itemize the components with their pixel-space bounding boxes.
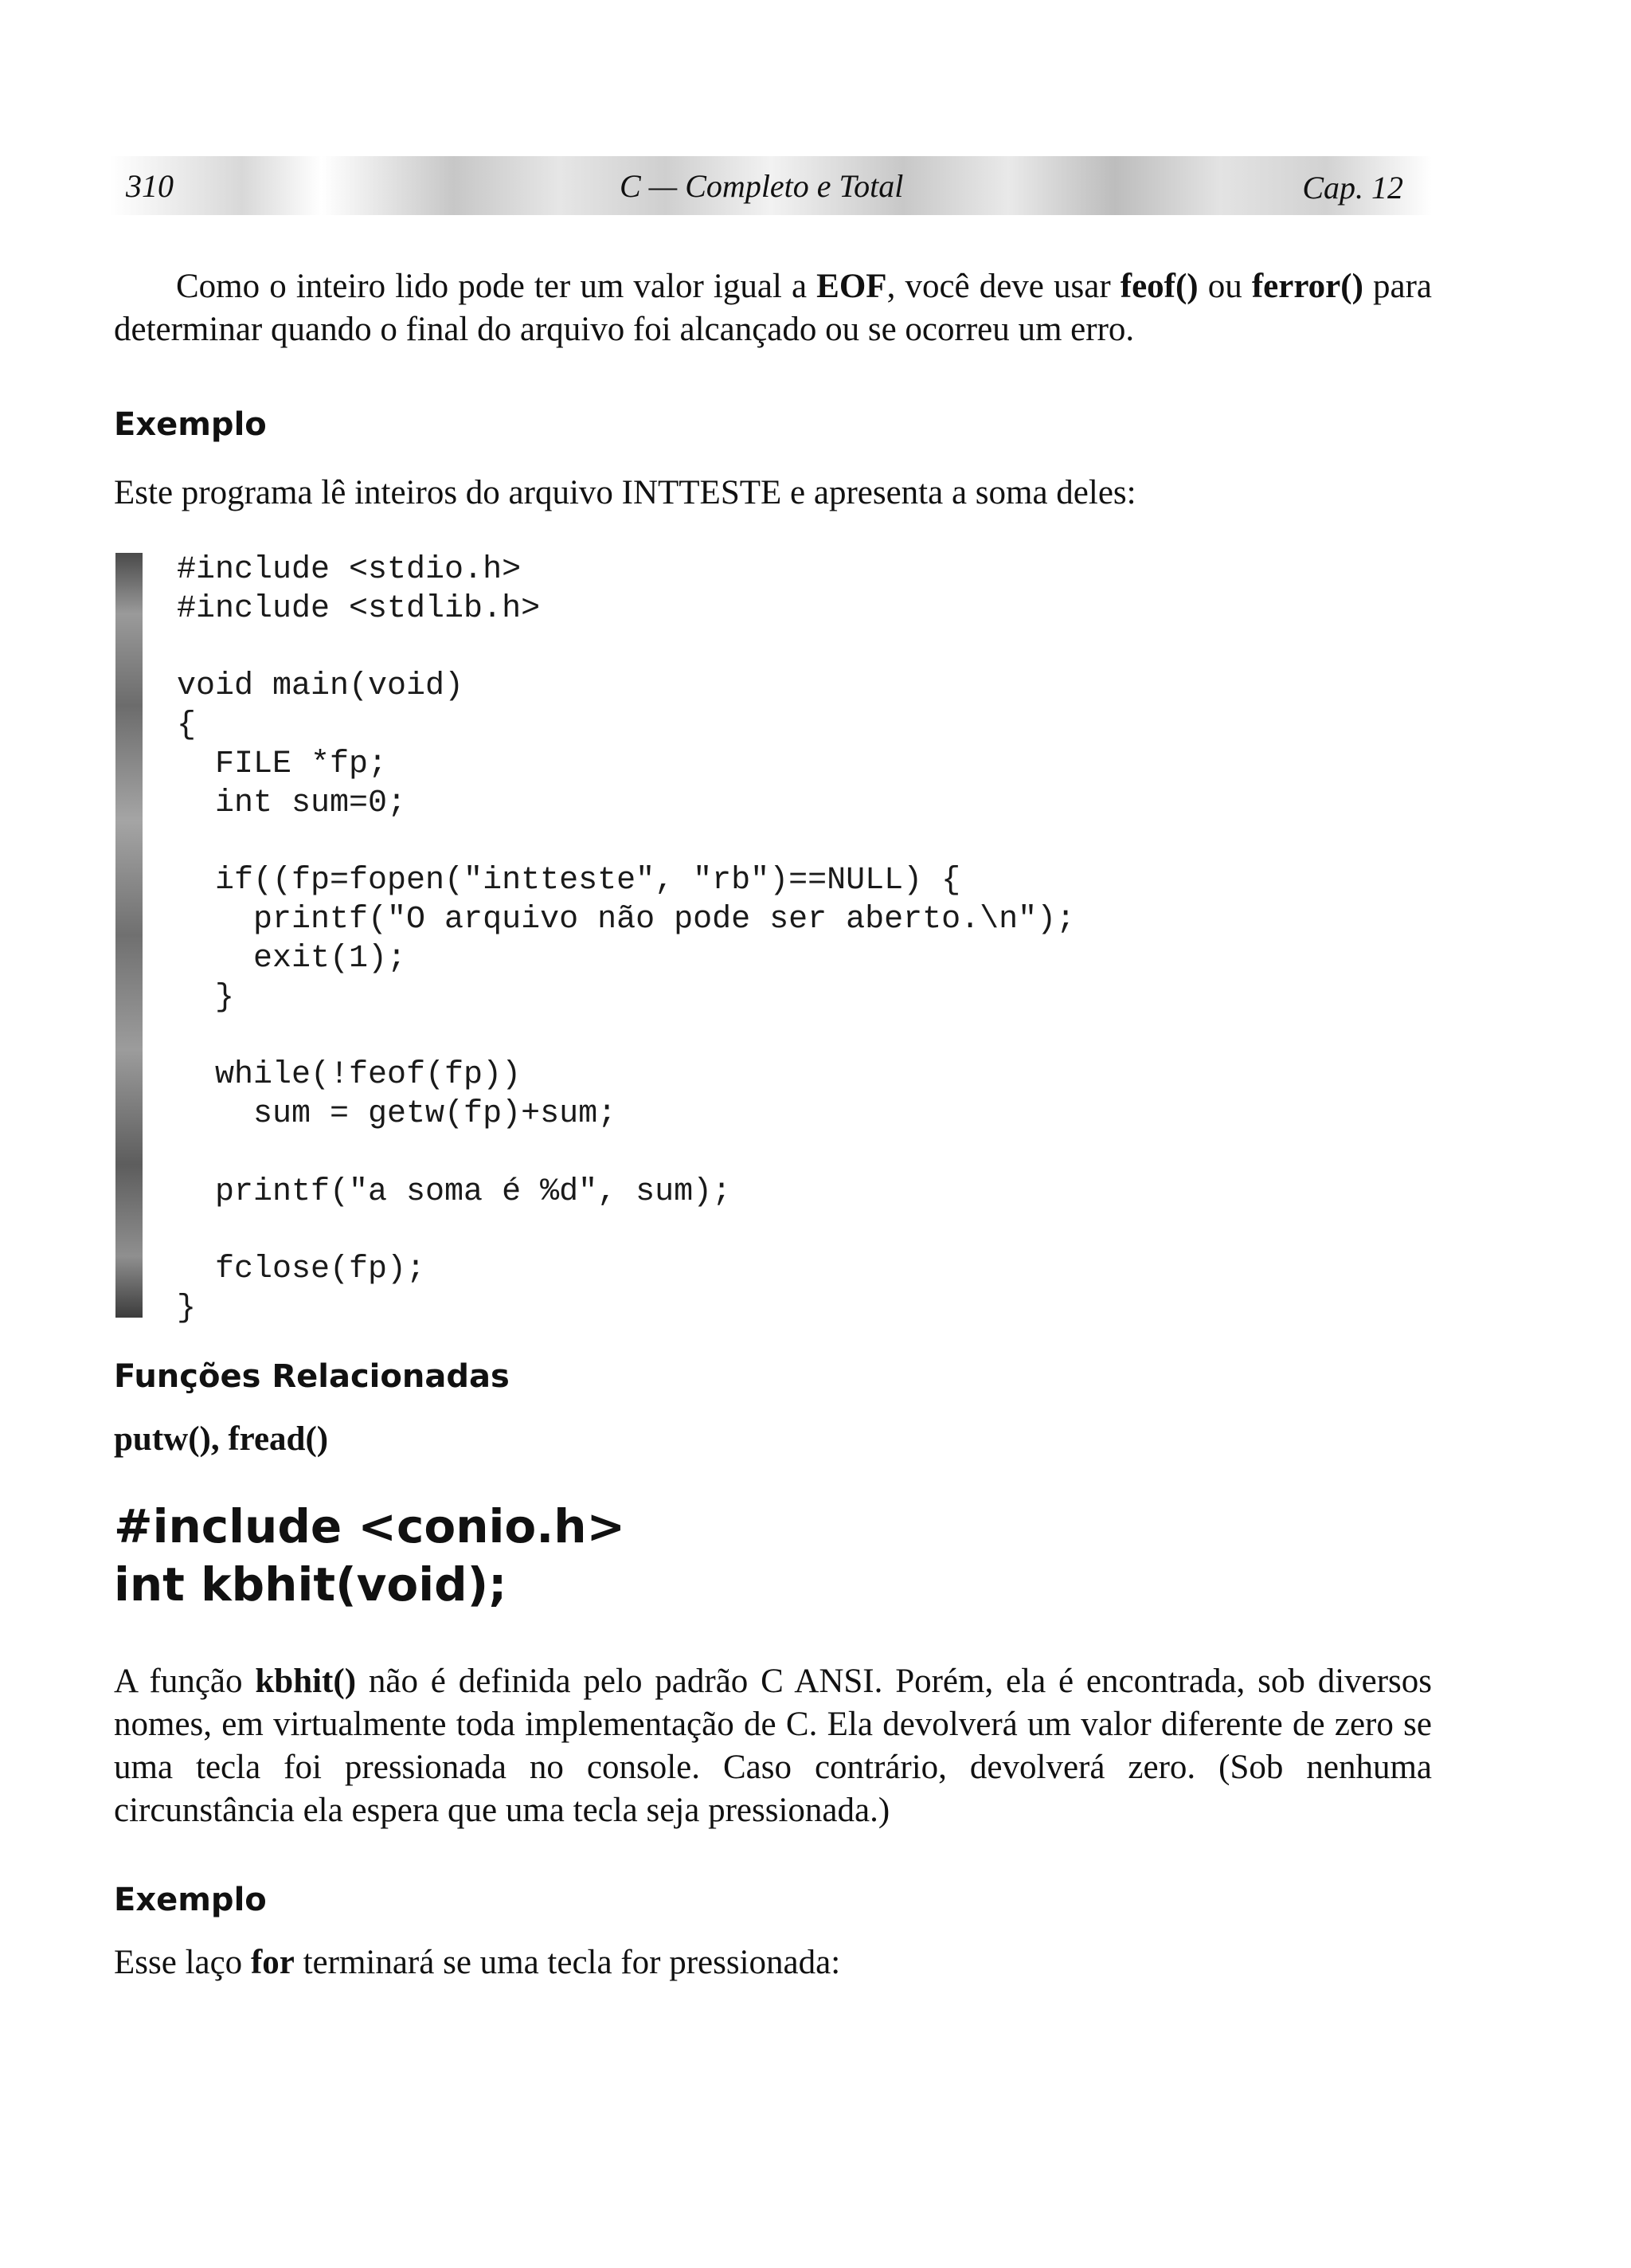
code-line	[177, 1134, 1075, 1173]
ferror-keyword: ferror()	[1251, 268, 1363, 305]
eof-keyword: EOF	[816, 268, 887, 305]
book-title: C — Completo e Total	[620, 168, 904, 204]
example-2-text-2: terminará se uma tecla for pressionada:	[294, 1944, 841, 1981]
code-line	[177, 1212, 1075, 1252]
example-heading: Exemplo	[114, 406, 267, 443]
example-2-text-1: Esse laço	[114, 1944, 251, 1981]
page-number: 310	[126, 168, 174, 204]
related-functions-list: putw(), fread()	[114, 1420, 329, 1458]
code-margin-bar	[115, 553, 143, 1318]
include-line: #include <conio.h>	[114, 1499, 626, 1553]
code-line: #include <stdio.h>	[177, 552, 522, 588]
kbhit-text-1: A função	[114, 1663, 256, 1700]
code-line: while(!feof(fp))	[177, 1057, 522, 1094]
code-line: }	[177, 1291, 197, 1327]
intro-text-1: Como o inteiro lido pode ter um valor igual a	[176, 268, 817, 305]
feof-keyword: feof()	[1120, 268, 1199, 305]
code-line: printf("O arquivo não pode ser aberto.\n");	[177, 902, 1076, 938]
code-line	[177, 1018, 1075, 1057]
code-line: {	[177, 707, 197, 744]
for-keyword: for	[250, 1944, 295, 1981]
code-line: int sum=0;	[177, 785, 407, 821]
kbhit-keyword: kbhit()	[255, 1663, 357, 1700]
intro-text-4: para determinar quando o final do arquivo foi alcançado ou se ocorreu um erro.	[114, 268, 1432, 348]
running-header	[110, 156, 1432, 215]
example-2-description	[114, 1941, 1432, 1984]
related-functions-heading: Funções Relacionadas	[114, 1358, 510, 1395]
intro-text-3: ou	[1198, 268, 1252, 305]
code-line: FILE *fp;	[177, 746, 388, 782]
code-line: }	[177, 979, 235, 1016]
code-line	[177, 824, 1075, 863]
code-line: printf("a soma é %d", sum);	[177, 1173, 732, 1210]
kbhit-description	[114, 1660, 1432, 1832]
code-line: void main(void)	[177, 668, 464, 705]
example-description: Este programa lê inteiros do arquivo INTTESTE e apresenta a soma deles:	[114, 474, 1136, 511]
code-listing	[177, 551, 1075, 1329]
code-line	[177, 629, 1075, 668]
code-line: exit(1);	[177, 940, 407, 977]
intro-text-2: , você deve usar	[886, 268, 1121, 305]
code-line: fclose(fp);	[177, 1252, 426, 1288]
example-heading-2: Exemplo	[114, 1882, 267, 1918]
chapter-label: Cap. 12	[1302, 170, 1403, 206]
intro-paragraph	[114, 265, 1432, 351]
function-header	[114, 1498, 625, 1614]
kbhit-text-2: não é definida pelo padrão C ANSI. Porém, ela é encontrada, sob diversos nomes, em virtualmente toda implementação de C. Ela devolverá um valor diferente de zero se uma tecla foi pressionada no console. Caso contrário, devolverá zero. (Sob nenhuma circunstância ela espera que uma tecla seja pressionada.)	[114, 1663, 1433, 1829]
code-line: if((fp=fopen("intteste", "rb")==NULL) {	[177, 863, 961, 899]
function-prototype: int kbhit(void);	[114, 1557, 507, 1612]
code-line: sum = getw(fp)+sum;	[177, 1096, 617, 1133]
code-line: #include <stdlib.h>	[177, 590, 541, 627]
